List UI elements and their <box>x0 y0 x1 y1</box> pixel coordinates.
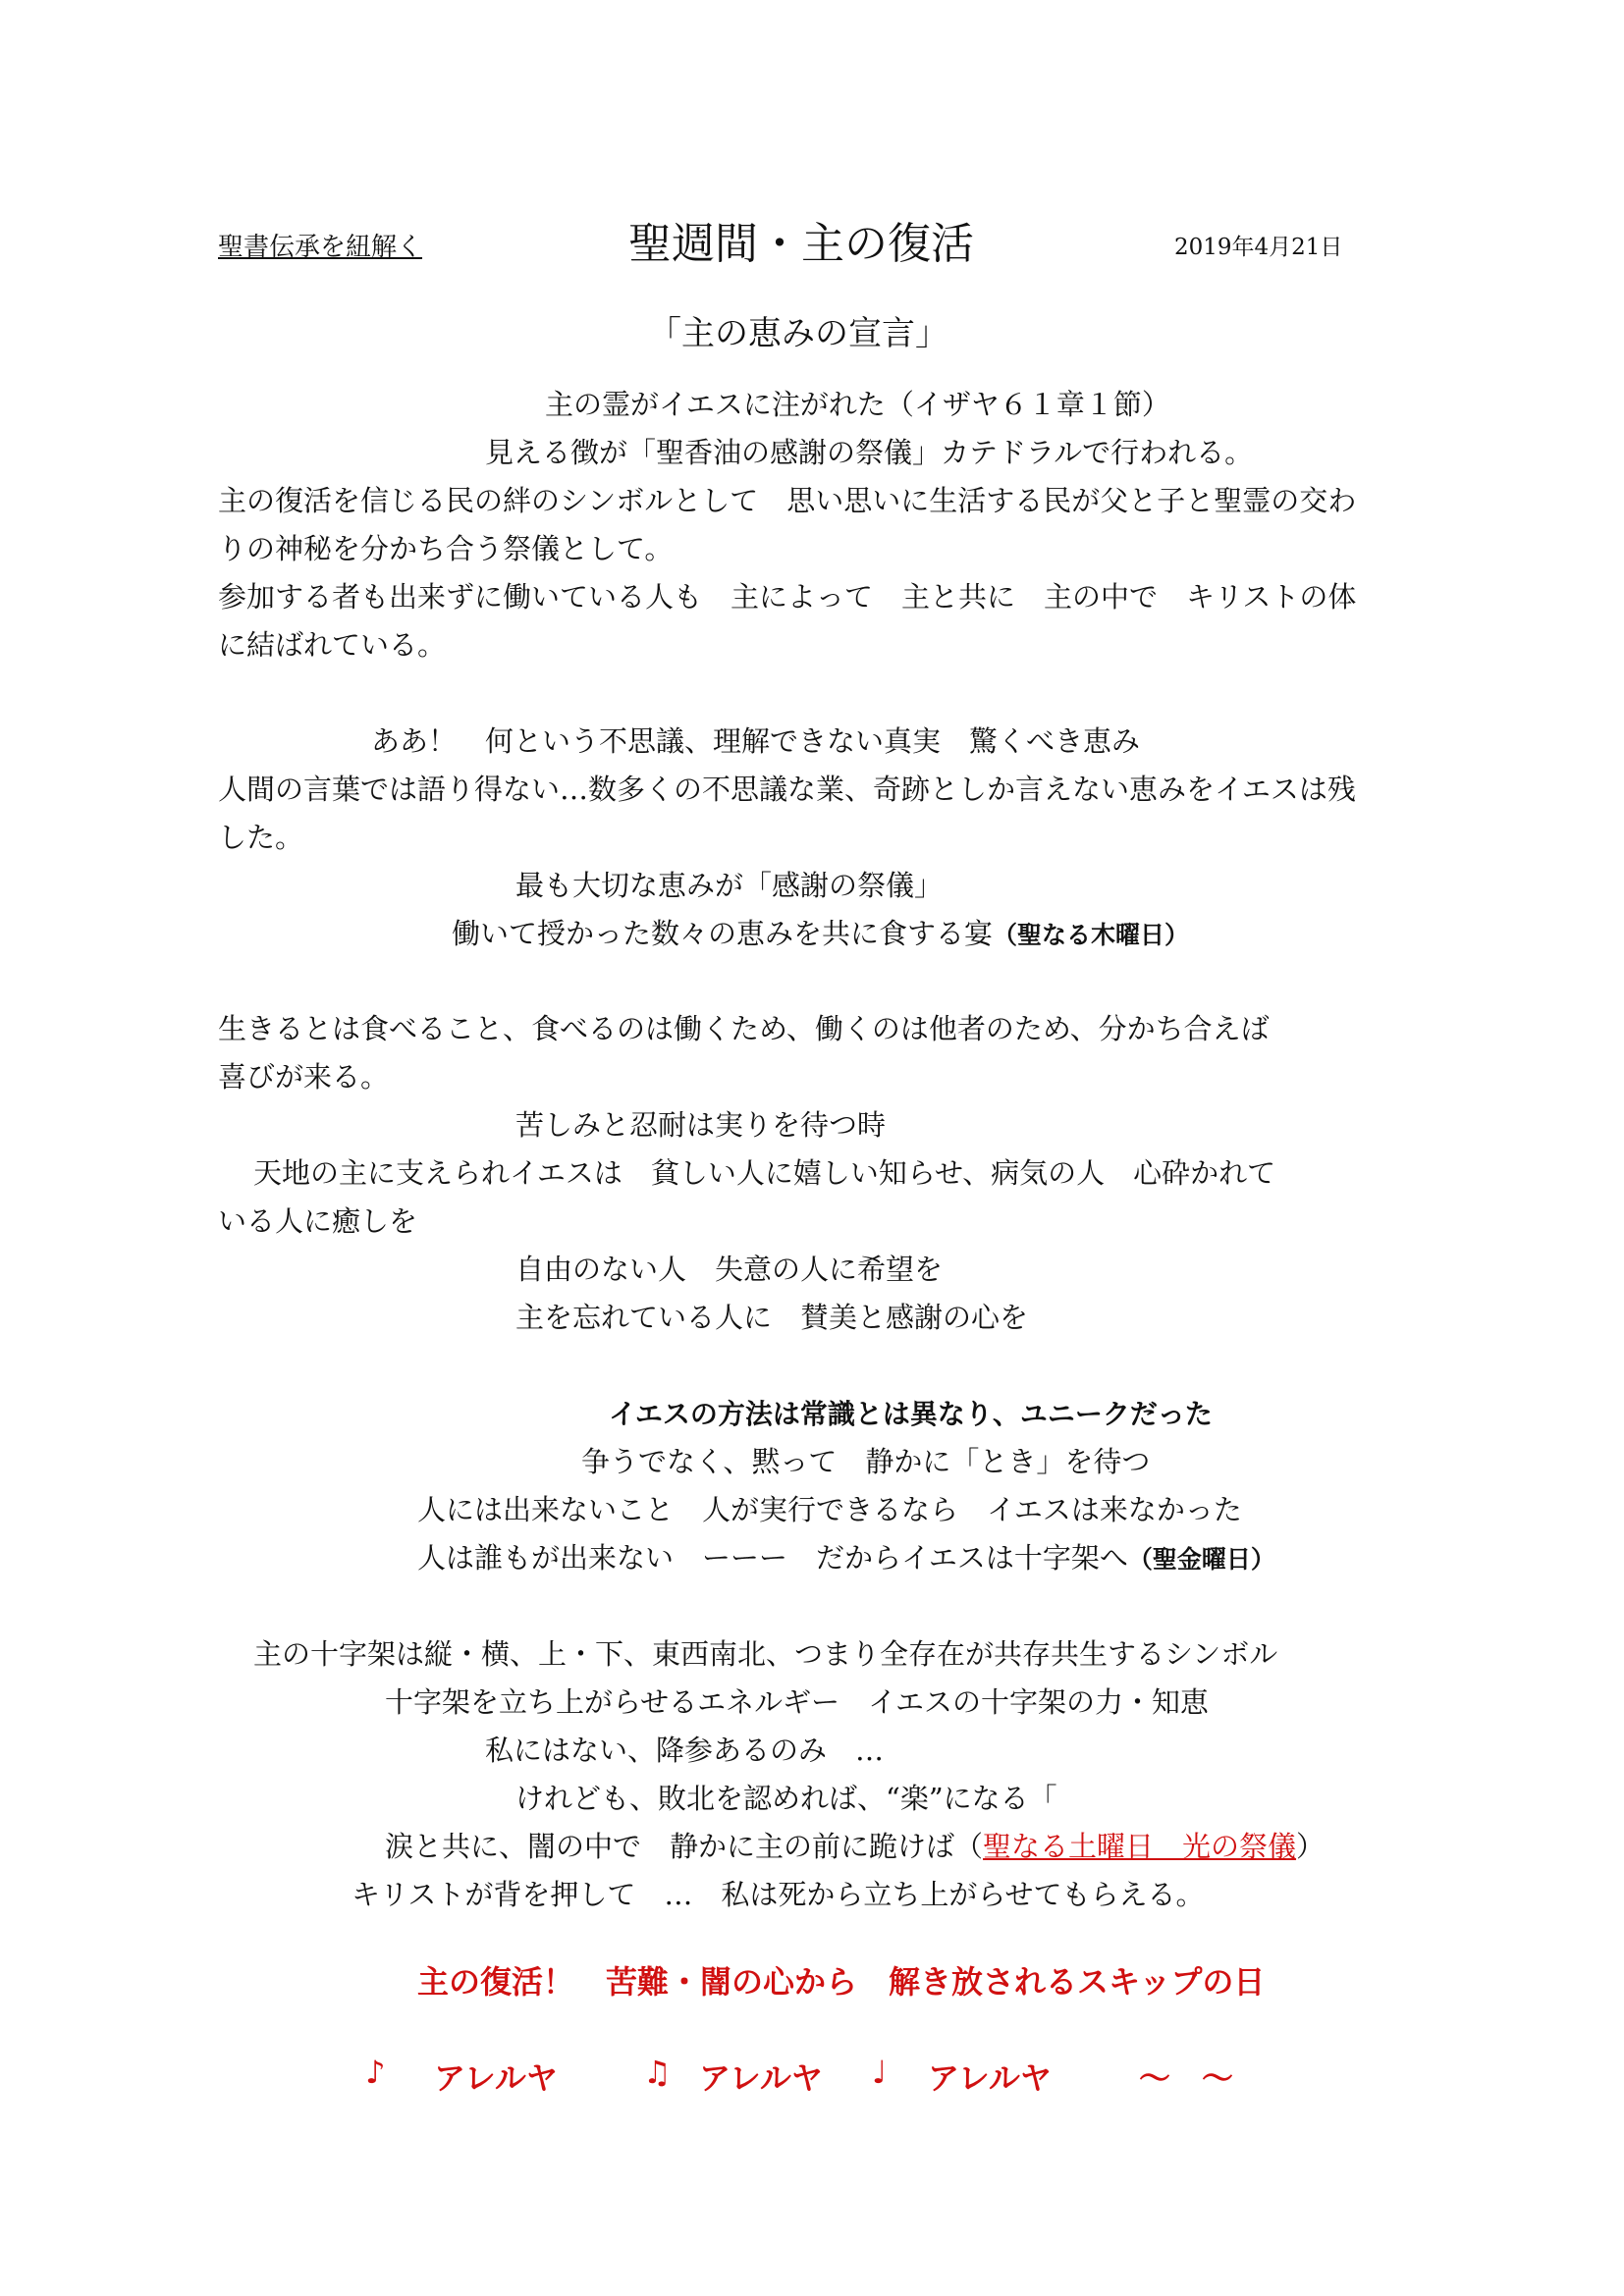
p3-line7: 主を忘れている人に 賛美と感謝の心を <box>515 1301 1029 1334</box>
p3-line5: いる人に癒しを <box>218 1204 418 1238</box>
alleluia-1: アレルヤ <box>434 2059 558 2097</box>
eighth-note-icon: ♪ <box>365 2054 386 2091</box>
p4-line3: 人には出来ないこと 人が実行できるなら イエスは来なかった <box>417 1493 1242 1526</box>
subtitle: 「主の恵みの宣言」 <box>648 314 948 353</box>
p3-line2: 喜びが来る。 <box>218 1060 390 1094</box>
p5-line1: 主の十字架は縦・横、上・下、東西南北、つまり全存在が共存共生するシンボル <box>253 1637 1278 1671</box>
p5-line6: キリストが背を押して … 私は死から立ち上がらせてもらえる。 <box>352 1878 1205 1911</box>
easter-headline: 主の復活！ 苦難・闇の心から 解き放されるスキップの日 <box>417 1963 1266 2001</box>
p5-line2: 十字架を立ち上がらせるエネルギー イエスの十字架の力・知恵 <box>385 1685 1209 1719</box>
p2-line1: ああ！ 何という不思議、理解できない真実 驚くべき恵み <box>371 724 1141 758</box>
p5-line3: 私にはない、降参あるのみ … <box>485 1734 885 1767</box>
p3-line4: 天地の主に支えられイエスは 貧しい人に嬉しい知らせ、病気の人 心砕かれて <box>253 1156 1276 1190</box>
p5-note-close: ） <box>1296 1830 1326 1863</box>
holy-thursday-note: （聖なる木曜日） <box>993 921 1190 949</box>
p1-line1: 主の霊がイエスに注がれた（イザヤ６１章１節） <box>545 388 1170 421</box>
beamed-notes-icon: ♫ <box>643 2054 672 2091</box>
page-title: 聖週間・主の復活 <box>628 219 974 269</box>
holy-saturday-note: 聖なる土曜日 光の祭儀 <box>983 1830 1297 1863</box>
p1-line5: 参加する者も出来ずに働いている人も 主によって 主と共に 主の中で キリストの体 <box>218 580 1357 614</box>
p5-line5-text: 涙と共に、闇の中で 静かに主の前に跪けば <box>385 1830 955 1863</box>
p2-line2: 人間の言葉では語り得ない…数多くの不思議な業、奇跡としか言えない恵みをイエスは残 <box>218 773 1356 806</box>
series-label: 聖書伝承を紐解く <box>218 233 423 262</box>
p2-line3: した。 <box>218 821 304 854</box>
p5-line5 <box>385 1823 1325 1871</box>
p1-line4: りの神秘を分かち合う祭儀として。 <box>218 532 674 565</box>
p3-line3: 苦しみと忍耐は実りを待つ時 <box>515 1108 887 1142</box>
p4-line4 <box>417 1534 1275 1583</box>
p4-line2: 争うでなく、黙って 静かに「とき」を待つ <box>581 1445 1151 1478</box>
p4-line1: イエスの方法は常識とは異なり、ユニークだった <box>609 1398 1213 1430</box>
p1-line2: 見える徴が「聖香油の感謝の祭儀」カテドラルで行われる。 <box>485 436 1254 469</box>
p1-line3: 主の復活を信じる民の絆のシンボルとして 思い思いに生活する民が父と子と聖霊の交わ <box>218 484 1357 517</box>
p4-line4-text: 人は誰もが出来ない ーーー だからイエスは十字架へ <box>417 1541 1128 1575</box>
good-friday-note: （聖金曜日） <box>1127 1545 1275 1574</box>
p5-line4: けれども、敗北を認めれば、“楽”になる「 <box>515 1782 1057 1815</box>
p2-line5-text: 働いて授かった数々の恵みを共に食する宴 <box>452 917 994 950</box>
alleluia-2: アレルヤ <box>699 2059 823 2097</box>
p1-line6: に結ばれている。 <box>218 628 447 662</box>
p3-line1: 生きるとは食べること、食べるのは働くため、働くのは他者のため、分かち合えば <box>218 1012 1270 1045</box>
tilde-mark: 〜 〜 <box>1139 2059 1234 2097</box>
p2-line4: 最も大切な恵みが「感謝の祭儀」 <box>515 869 944 902</box>
p5-note-open: （ <box>954 1830 984 1863</box>
p3-line6: 自由のない人 失意の人に希望を <box>515 1253 944 1286</box>
date-label: 2019年4月21日 <box>1174 235 1343 260</box>
alleluia-3: アレルヤ <box>928 2059 1052 2097</box>
p2-line5 <box>452 910 1189 959</box>
quarter-note-icon: ♩ <box>872 2054 888 2091</box>
